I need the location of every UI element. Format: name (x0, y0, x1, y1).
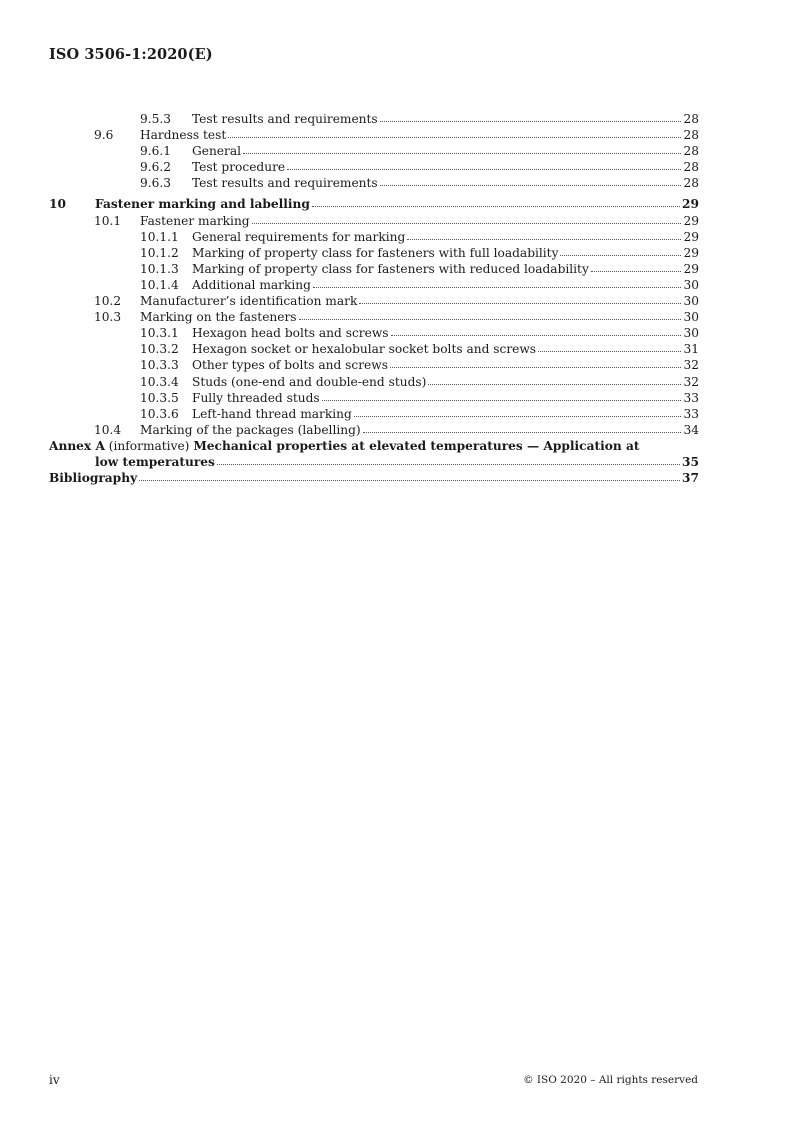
toc-title: Studs (one-end and double-end studs) (192, 374, 427, 389)
dot-leader (313, 287, 682, 288)
dot-leader (287, 169, 681, 170)
toc-page: 29 (683, 213, 699, 228)
dot-leader (354, 416, 682, 417)
toc-page: 28 (683, 176, 699, 191)
toc-title: Test results and requirements (192, 112, 378, 126)
dot-leader (217, 464, 680, 465)
dot-leader (380, 185, 682, 186)
toc-number: 10.3.5 (140, 390, 179, 405)
toc-page: 29 (682, 197, 699, 212)
toc-title: Test procedure (192, 160, 286, 175)
toc-page: 30 (683, 294, 699, 309)
toc-entry-9-6-3[interactable] (49, 175, 699, 191)
toc-entry-9-6[interactable] (49, 127, 699, 143)
toc-number: 10.1.4 (140, 277, 179, 292)
toc-page: 33 (683, 406, 699, 421)
toc-entry-10-3-4[interactable] (49, 374, 699, 390)
toc-page: 32 (683, 374, 699, 389)
dot-leader (391, 335, 682, 336)
toc-entry-10-3-6[interactable] (49, 406, 699, 422)
table-of-contents (49, 111, 699, 486)
toc-page: 33 (683, 390, 699, 405)
dot-leader (139, 480, 680, 481)
dot-leader (591, 271, 682, 272)
toc-page: 35 (682, 454, 699, 469)
toc-number: 10.3.1 (140, 326, 179, 341)
dot-leader (363, 432, 682, 433)
toc-entry-10-3-2[interactable] (49, 341, 699, 357)
dot-leader (359, 303, 681, 304)
toc-page: 30 (683, 310, 699, 325)
toc-page: 31 (683, 342, 699, 357)
dot-leader (390, 367, 682, 368)
toc-number: 10.1.3 (140, 261, 179, 276)
toc-number: 9.6.3 (140, 176, 172, 191)
toc-number: 10.1 (94, 213, 122, 228)
page-number: iv (49, 1073, 60, 1087)
toc-title: Hardness test (140, 128, 227, 143)
toc-number: 10.3.2 (140, 342, 179, 357)
annex-label: Annex A (49, 438, 105, 453)
toc-number: 10 (49, 197, 66, 212)
dot-leader (407, 239, 681, 240)
annex-title-continued: low temperatures (95, 454, 215, 469)
toc-title: Bibliography (49, 471, 138, 486)
toc-page: 28 (683, 112, 699, 126)
toc-title: Left-hand thread marking (192, 406, 352, 421)
toc-title: General (192, 144, 241, 159)
toc-number: 10.1.2 (140, 245, 179, 260)
toc-page: 28 (683, 144, 699, 159)
toc-number: 9.5.3 (140, 112, 172, 126)
dot-leader (380, 121, 682, 122)
toc-page: 30 (683, 326, 699, 341)
dot-leader (428, 384, 681, 385)
toc-entry-9-6-1[interactable] (49, 143, 699, 159)
toc-entry-10-1-3[interactable] (49, 261, 699, 277)
toc-title: Fully threaded studs (192, 390, 320, 405)
toc-entry-10[interactable] (49, 196, 699, 212)
toc-entry-9-5-3[interactable] (49, 111, 699, 127)
toc-page: 29 (683, 245, 699, 260)
toc-page: 30 (683, 277, 699, 292)
toc-entry-bibliography[interactable] (49, 470, 699, 486)
toc-title: Other types of bolts and screws (192, 358, 388, 373)
dot-leader (538, 351, 681, 352)
toc-page: 29 (683, 261, 699, 276)
toc-page: 34 (683, 422, 699, 437)
toc-entry-10-3-5[interactable] (49, 390, 699, 406)
toc-number: 10.3.4 (140, 374, 179, 389)
toc-title: Test results and requirements (192, 176, 378, 191)
toc-entry-10-3[interactable] (49, 309, 699, 325)
toc-entry-10-2[interactable] (49, 293, 699, 309)
toc-title: Marking on the fasteners (140, 310, 297, 325)
annex-title: Mechanical properties at elevated temperatures — Application at (193, 438, 640, 453)
toc-title: General requirements for marking (192, 229, 406, 244)
toc-number: 9.6.1 (140, 144, 172, 159)
toc-entry-10-3-3[interactable] (49, 357, 699, 373)
toc-page: 29 (683, 229, 699, 244)
toc-entry-10-4[interactable] (49, 422, 699, 438)
toc-title: Fastener marking (140, 213, 250, 228)
annex-note: (informative) (108, 438, 190, 453)
toc-entry-10-1-2[interactable] (49, 245, 699, 261)
toc-entry-10-1[interactable] (49, 213, 699, 229)
copyright-notice: © ISO 2020 – All rights reserved (523, 1074, 698, 1086)
toc-title: Fastener marking and labelling (95, 197, 310, 212)
toc-title: Hexagon head bolts and screws (192, 326, 389, 341)
toc-page: 32 (683, 358, 699, 373)
toc-entry-10-1-1[interactable] (49, 229, 699, 245)
toc-entry-9-6-2[interactable] (49, 159, 699, 175)
toc-number: 10.3 (94, 310, 122, 325)
toc-title: Hexagon socket or hexalobular socket bolts and screws (192, 342, 537, 357)
dot-leader (322, 400, 682, 401)
toc-title: Marking of property class for fasteners with reduced loadability (192, 261, 589, 276)
dot-leader (560, 255, 681, 256)
dot-leader (228, 137, 681, 138)
toc-title: Manufacturer’s identification mark (140, 294, 358, 309)
toc-page: 28 (683, 128, 699, 143)
dot-leader (312, 206, 680, 207)
toc-entry-10-3-1[interactable] (49, 325, 699, 341)
dot-leader (252, 223, 682, 224)
toc-title: Marking of the packages (labelling) (140, 422, 361, 437)
dot-leader (299, 319, 682, 320)
toc-number: 10.3.6 (140, 406, 179, 421)
toc-page: 28 (683, 160, 699, 175)
toc-title: Additional marking (192, 277, 311, 292)
toc-title: Marking of property class for fasteners with full loadability (192, 245, 559, 260)
toc-number: 10.1.1 (140, 229, 179, 244)
document-id: ISO 3506-1:2020(E) (49, 46, 213, 63)
toc-number: 10.3.3 (140, 358, 179, 373)
toc-entry-10-1-4[interactable] (49, 277, 699, 293)
toc-page: 37 (682, 471, 699, 486)
dot-leader (243, 153, 681, 154)
toc-number: 10.4 (94, 422, 122, 437)
toc-number: 9.6 (94, 128, 114, 143)
toc-entry-annex-a[interactable] (49, 438, 699, 454)
toc-number: 10.2 (94, 294, 122, 309)
toc-number: 9.6.2 (140, 160, 172, 175)
toc-entry-annex-a-cont[interactable] (49, 454, 699, 470)
